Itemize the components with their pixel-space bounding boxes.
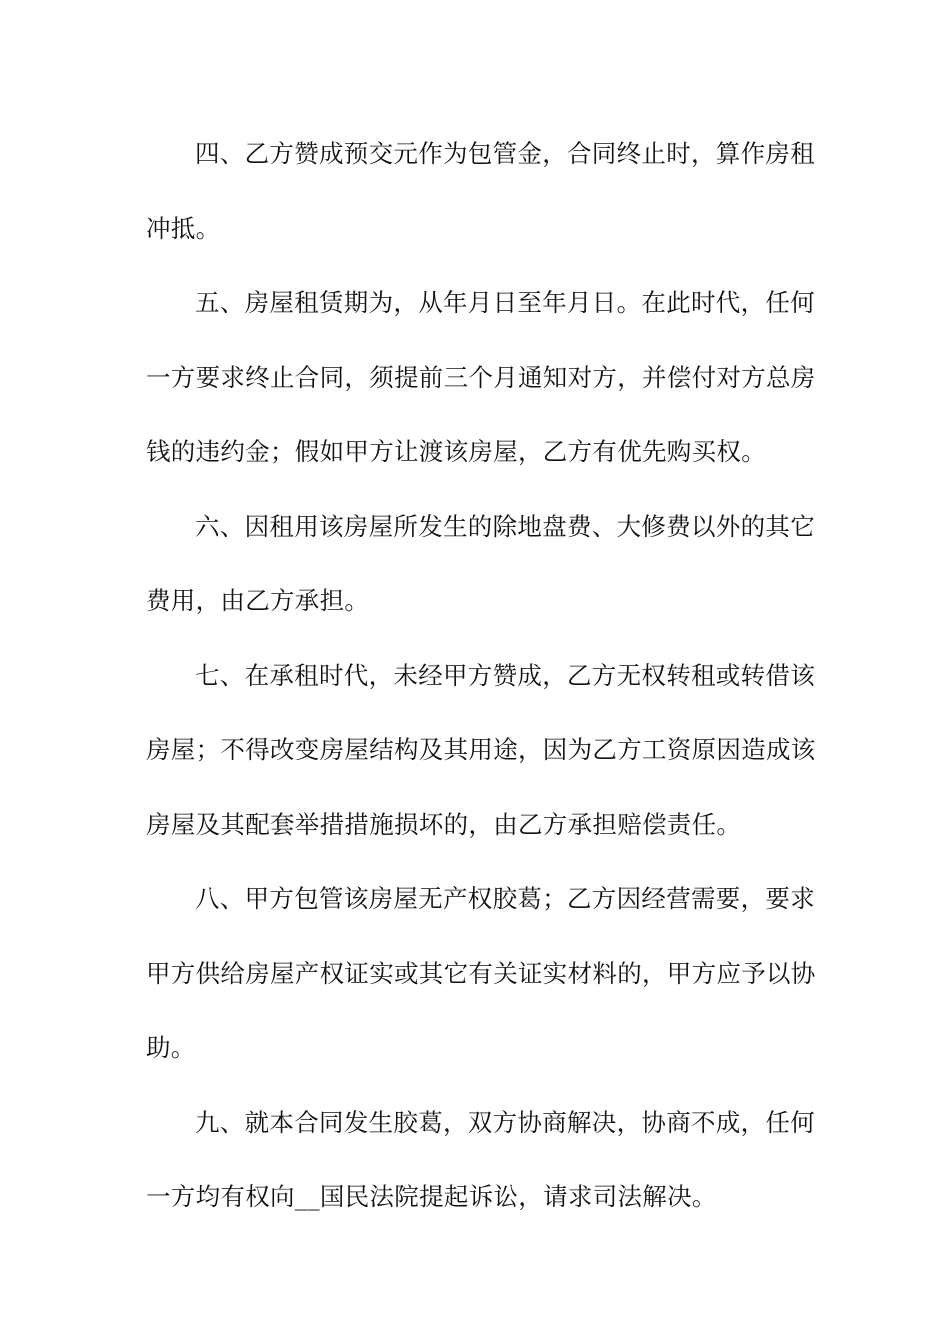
paragraph-line: 四、乙方赞成预交元作为包管金，合同终止时，算作房租 — [195, 139, 815, 168]
paragraph-line: 房屋及其配套举措措施损坏的，由乙方承担赔偿责任。 — [146, 809, 742, 839]
paragraph-line: 一方均有权向__国民法院提起诉讼，请求司法解决。 — [146, 1182, 717, 1211]
paragraph-line: 五、房屋租赁期为，从年月日至年月日。在此时代，任何 — [195, 288, 815, 317]
paragraph-line: 助。 — [146, 1033, 196, 1062]
clause-6 — [146, 501, 815, 650]
clause-5 — [146, 277, 816, 501]
clause-7 — [146, 650, 816, 874]
clause-8 — [146, 873, 816, 1097]
paragraph-line: 七、在承租时代，未经甲方赞成，乙方无权转租或转借该 — [195, 660, 815, 690]
document-body — [146, 128, 816, 1246]
paragraph-line: 八、甲方包管该房屋无产权胶葛；乙方因经营需要，要求 — [195, 884, 815, 913]
paragraph-line: 房屋；不得改变房屋结构及其用途，因为乙方工资原因造成该 — [146, 735, 816, 764]
clause-4 — [146, 128, 815, 277]
paragraph-line: 冲抵。 — [146, 213, 221, 243]
paragraph-line: 六、因租用该房屋所发生的除地盘费、大修费以外的其它 — [195, 511, 815, 541]
paragraph-line: 甲方供给房屋产权证实或其它有关证实材料的，甲方应予以协 — [146, 958, 816, 988]
paragraph-line: 钱的违约金；假如甲方让渡该房屋，乙方有优先购买权。 — [146, 437, 766, 466]
paragraph-line: 费用，由乙方承担。 — [146, 586, 370, 615]
paragraph-line: 九、就本合同发生胶葛，双方协商解决，协商不成，任何 — [195, 1107, 815, 1137]
clause-9 — [146, 1097, 815, 1246]
paragraph-line: 一方要求终止合同，须提前三个月通知对方，并偿付对方总房 — [146, 362, 816, 392]
